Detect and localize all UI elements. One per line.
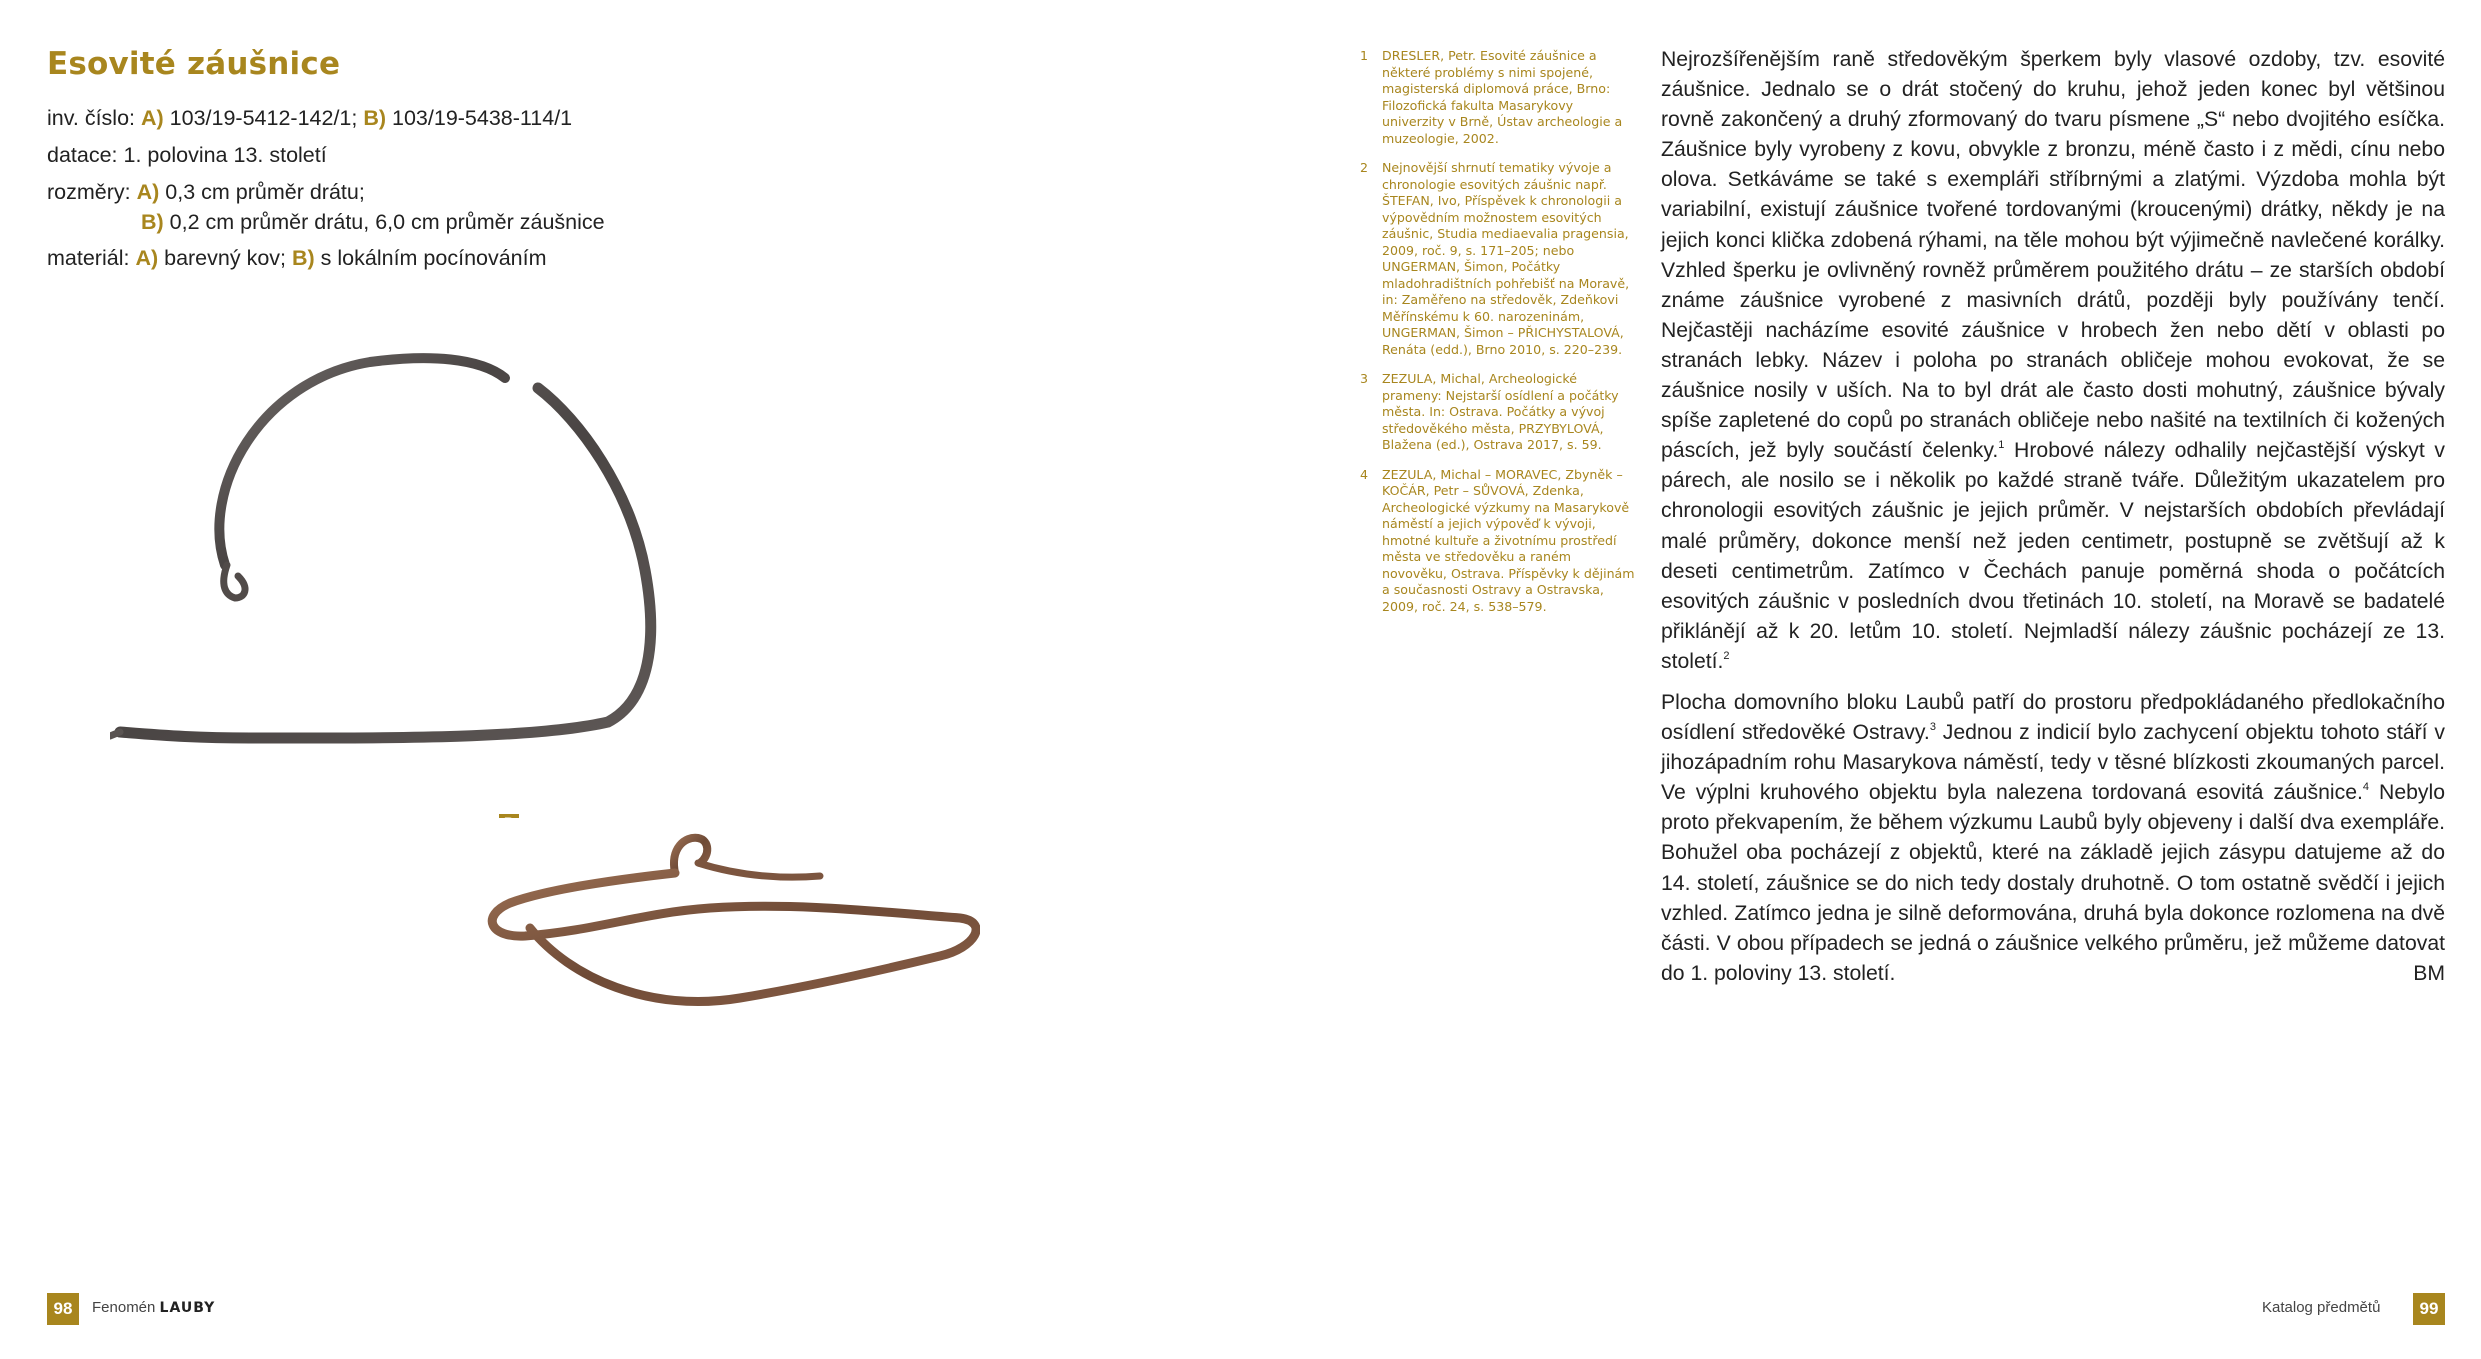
body-text-run: Jednou z indicií bylo zachycení objektu tohoto stáří v jihozápadním rohu Masarykova náměstí, tedy v těsné blízkosti zkoumaných parcel. Ve výplni kruhového objektu byla nalezena tordovaná esovitá záušnice.: [1661, 721, 2445, 805]
body-paragraph-2: [1661, 688, 2445, 989]
page-number-left: 98: [47, 1293, 79, 1325]
footer-left-text: Fenomén: [92, 1299, 156, 1316]
dims-label: rozměry:: [47, 180, 131, 204]
footnote-ref: 3: [1929, 721, 1936, 734]
dating-line: [47, 143, 327, 168]
page-number-right: 99: [2413, 1293, 2445, 1325]
material-b-value: s lokálním pocínováním: [320, 246, 547, 270]
dims-b-marker: B): [141, 210, 164, 234]
footnote-text: ZEZULA, Michal, Archeologické prameny: Nejstarší osídlení a počátky města. In: Ostrava. Počátky a vývoj středověkého města, PRZYBYLOVÁ, Blažena (ed.), Ostrava 2017, s. 59.: [1382, 371, 1619, 452]
footnote-text: DRESLER, Petr. Esovité záušnice a některé problémy s nimi spojené, magisterská diplomová práce, Brno: Filozofická fakulta Masarykovy univerzity v Brně, Ústav archeologie a muzeologie, 2002.: [1382, 48, 1623, 146]
footnote-ref: 4: [2362, 781, 2370, 794]
footnotes: [1360, 48, 1636, 628]
material-a-value: barevný kov;: [164, 246, 287, 270]
earring-b-image: [470, 818, 980, 1028]
dating-label: datace:: [47, 143, 118, 167]
dims-a-marker: A): [136, 180, 160, 204]
material-line: [47, 246, 547, 271]
footer-left: [92, 1299, 215, 1316]
brand-logo: LAUBY: [159, 1300, 216, 1316]
material-b-marker: B): [292, 246, 315, 270]
footnote-ref: 2: [1723, 649, 1730, 662]
footnote-ref: 1: [1998, 439, 2005, 452]
article-body: [1661, 45, 2445, 1000]
body-text-run: Hrobové nálezy odhalily nejčastější výskyt v párech, ale nosilo se i několik po každé straně tváře. Důležitým ukazatelem pro chronologii esovitých záušnic je jejich průměr. V nejstarších obdobích převládají malé průměry, dokonce menší než jeden centimetr, postupně se zvětšují až k deseti centimetrům. Zatímco v Čechách panuje poměrná shoda o počátcích esovitých záušnic v posledních dvou třetinách 10. století, na Moravě se badatelé přiklánějí až k 20. letům 10. století. Nejmladší nálezy záušnic pocházejí ze 13. století.: [1661, 439, 2445, 673]
dimensions-line-a: [47, 180, 365, 205]
footnote-item: [1360, 160, 1636, 358]
dims-b-value: 0,2 cm průměr drátu, 6,0 cm průměr záušnice: [169, 210, 605, 234]
author-signature: BM: [2413, 961, 2445, 985]
body-text-run: Plocha domovního bloku Laubů patří do prostoru předpokládaného předlokačního osídlení středověké Ostravy.: [1661, 690, 2445, 745]
body-text-run: Nejrozšířenějším raně středověkým šperkem byly vlasové ozdoby, tzv. esovité záušnice. Jednalo se o drát stočený do kruhu, jehož jeden konec byl většinou rovně zakončený a druhý zformovaný do tvaru písmene „S“ nebo dvojitého esíčka. Záušnice byly vyrobeny z kovu, obvykle z bronzu, méně často i z mědi, cínu nebo olova. Setkáváme se také s exempláři stříbrnými a zlatými. Výzdoba mohla být variabilní, existují záušnice tvořené tordovanými (kroucenými) drátky, někdy je na jejich konci klička zdobená rýhami, na těle mohou být výjimečně navlečené korálky. Vzhled šperku je ovlivněný rovněž průměrem použitého drátu – ze starších období známe záušnice vyrobené z masivních drátů, později byly používány tenčí. Nejčastěji nacházíme esovité záušnice v hrobech žen nebo dětí v oblasti po stranách lebky. Název i poloha po stranách obličeje mohou evokovat, že se záušnice nosily v uších. Na to byl drát ale často dosti mohutný, záušnice bývaly spíše zapletené do copů po stranách obličeje nebo našité na textilních či kožených páscích, jež byly součástí čelenky.: [1661, 48, 2445, 463]
inv-b-marker: B): [363, 106, 387, 130]
footnote-number: 2: [1360, 160, 1369, 175]
footnote-number: 1: [1360, 48, 1369, 63]
material-a-marker: A): [135, 246, 159, 270]
body-text-run: Nebylo proto překvapením, že během výzkumu Laubů byly objeveny i další dva exempláře. Bohužel oba pocházejí z objektů, které na základě jejich zásypu datujeme až do 14. století, záušnice se do nich tedy dostaly druhotně. O tom ostatně svědčí i jejich vzhled. Zatímco jedna je silně deformována, druhá byla dokonce rozlomena na dvě části. V obou případech se jedná o záušnice velkého průměru, jež můžeme datovat do 1. poloviny 13. století.: [1661, 781, 2445, 985]
footnote-item: [1360, 48, 1636, 147]
inv-a-marker: A): [141, 106, 164, 130]
footnote-text: ZEZULA, Michal – MORAVEC, Zbyněk – KOČÁR, Petr – SŮVOVÁ, Zdenka, Archeologické výzkumy na Masarykově náměstí a jejich výpověď k vývoji, hmotné kultuře a životnímu prostředí města ve středověku a raném novověku, Ostrava. Příspěvky k dějinám a současnosti Ostravy a Ostravska, 2009, roč. 24, s. 538–579.: [1382, 466, 1635, 614]
inventory-line: [47, 106, 572, 131]
earring-a-image: [110, 340, 670, 780]
dating-value: 1. polovina 13. století: [123, 143, 327, 167]
dimensions-line-b: [141, 210, 605, 235]
dims-a-value: 0,3 cm průměr drátu;: [165, 180, 365, 204]
inv-a-value: 103/19-5412-142/1;: [169, 106, 358, 130]
footnote-item: [1360, 371, 1636, 454]
footnote-number: 3: [1360, 371, 1369, 386]
body-paragraph-1: [1661, 45, 2445, 677]
inv-label: inv. číslo:: [47, 106, 136, 130]
footnote-item: [1360, 467, 1636, 616]
page-title: Esovité záušnice: [47, 46, 341, 82]
inv-b-value: 103/19-5438-114/1: [392, 106, 573, 130]
footnote-number: 4: [1360, 466, 1369, 482]
material-label: materiál:: [47, 246, 130, 270]
footer-right-text: Katalog předmětů: [2262, 1299, 2381, 1316]
footnote-text: Nejnovější shrnutí tematiky vývoje a chronologie esovitých záušnic např. ŠTEFAN, Ivo, Příspěvek k chronologii a výpovědním možnostem esovitých záušnic, Studia mediaevalia pragensia, 2009, roč. 9, s. 171–205; nebo UNGERMAN, Šimon, Počátky mladohradištních pohřebišť na Moravě, in: Zaměřeno na středověk, Zdeňkovi Měřínskému k 60. narozeninám, UNGERMAN, Šimon – PŘICHYSTALOVÁ, Renáta (edd.), Brno 2010, s. 220–239.: [1382, 160, 1630, 357]
